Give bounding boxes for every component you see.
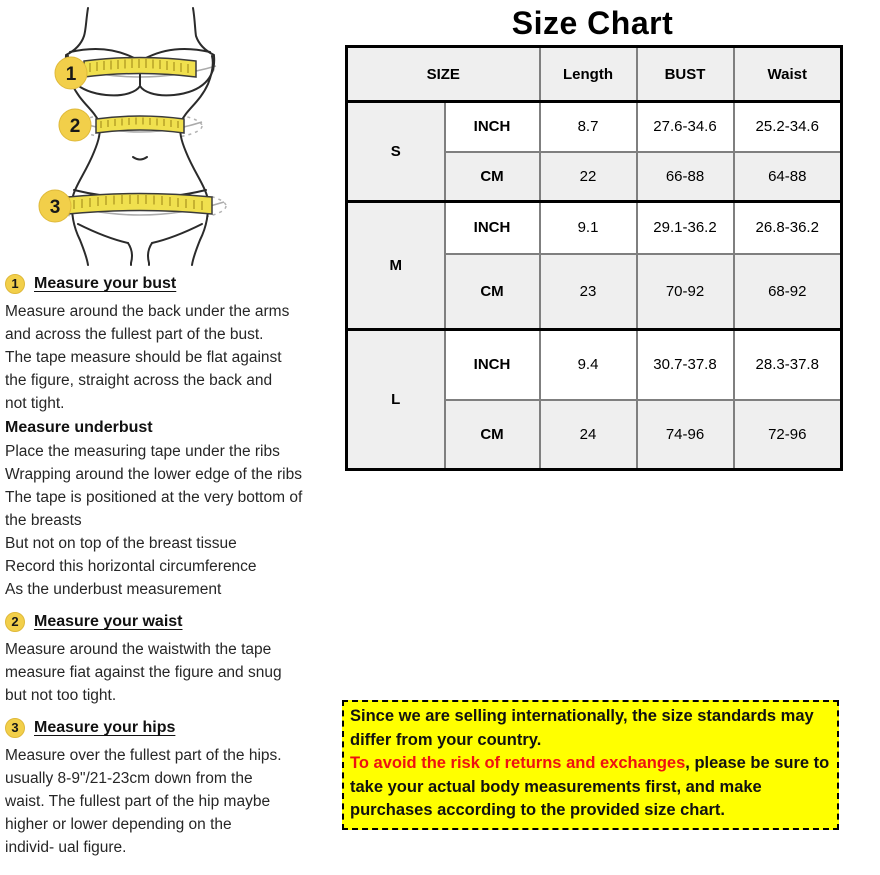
instruction-line: the breasts xyxy=(5,512,82,529)
section-title: Measure your waist xyxy=(34,613,183,630)
note-sentence-1: Since we are selling internationally, the size standards may differ from your country. xyxy=(350,707,814,749)
instruction-line: Measure around the back under the arms xyxy=(5,303,290,320)
section-heading-waist xyxy=(5,610,343,633)
hips-number-badge: 3 xyxy=(5,718,25,738)
instruction-line: The tape is positioned at the very bottom of xyxy=(5,489,303,506)
cell-bust: 74-96 xyxy=(637,400,734,470)
cell-bust: 27.6-34.6 xyxy=(637,102,734,152)
col-header-size: SIZE xyxy=(347,47,540,102)
cell-length: 24 xyxy=(540,400,637,470)
cell-waist: 28.3-37.8 xyxy=(734,330,842,400)
international-sizing-note xyxy=(342,700,839,830)
instruction-line: Measure over the fullest part of the hips. xyxy=(5,747,282,764)
page-title: Size Chart xyxy=(511,5,674,41)
waist-number-badge: 2 xyxy=(5,612,25,632)
cell-waist: 68-92 xyxy=(734,254,842,330)
measuring-instructions xyxy=(5,272,343,859)
cell-length: 8.7 xyxy=(540,102,637,152)
section-heading-bust xyxy=(5,272,343,295)
instruction-line: Place the measuring tape under the ribs xyxy=(5,443,280,460)
body-measurement-diagram xyxy=(0,0,300,268)
waist-badge-number: 2 xyxy=(69,116,81,137)
instruction-line: Wrapping around the lower edge of the ribs xyxy=(5,466,302,483)
instruction-line: individ- ual figure. xyxy=(5,839,127,856)
instruction-line: As the underbust measurement xyxy=(5,581,222,598)
section-heading-hips xyxy=(5,716,343,739)
instruction-line: measure fiat against the figure and snug xyxy=(5,664,282,681)
hips-badge-number: 3 xyxy=(49,197,61,218)
size-label-m: M xyxy=(347,202,445,330)
instruction-line: and across the fullest part of the bust. xyxy=(5,326,264,343)
unit-label: INCH xyxy=(445,330,540,400)
instruction-line: not tight. xyxy=(5,395,65,412)
size-chart-table xyxy=(345,45,843,471)
cell-length: 23 xyxy=(540,254,637,330)
cell-waist: 26.8-36.2 xyxy=(734,202,842,254)
cell-bust: 70-92 xyxy=(637,254,734,330)
cell-length: 22 xyxy=(540,152,637,202)
col-header-bust: BUST xyxy=(637,47,734,102)
cell-length: 9.4 xyxy=(540,330,637,400)
cell-bust: 66-88 xyxy=(637,152,734,202)
bust-badge-number: 1 xyxy=(65,64,77,85)
instruction-line: But not on top of the breast tissue xyxy=(5,535,237,552)
section-title: Measure your hips xyxy=(34,719,176,736)
cell-waist: 25.2-34.6 xyxy=(734,102,842,152)
bust-number-badge: 1 xyxy=(5,274,25,294)
note-black-text: , please be sure to take your actual body measurements first, and make purchases according to the provided size chart. xyxy=(350,754,830,819)
unit-label: INCH xyxy=(445,102,540,152)
unit-label: CM xyxy=(445,254,540,330)
section-heading-underbust: Measure underbust xyxy=(5,419,153,436)
bust-tape xyxy=(84,58,196,78)
cell-bust: 30.7-37.8 xyxy=(637,330,734,400)
instruction-line: but not too tight. xyxy=(5,687,117,704)
instruction-line: Measure around the waistwith the tape xyxy=(5,641,272,658)
instruction-line: The tape measure should be flat against xyxy=(5,349,282,366)
unit-label: CM xyxy=(445,400,540,470)
size-label-l: L xyxy=(347,330,445,470)
instruction-line: waist. The fullest part of the hip maybe xyxy=(5,793,271,810)
cell-waist: 64-88 xyxy=(734,152,842,202)
size-label-s: S xyxy=(347,102,445,202)
note-red-text: To avoid the risk of returns and exchanges xyxy=(350,754,686,772)
unit-label: CM xyxy=(445,152,540,202)
instruction-line: the figure, straight across the back and xyxy=(5,372,273,389)
note-sentence-2 xyxy=(350,752,832,823)
cell-bust: 29.1-36.2 xyxy=(637,202,734,254)
instruction-line: Record this horizontal circumference xyxy=(5,558,257,575)
cell-length: 9.1 xyxy=(540,202,637,254)
col-header-waist: Waist xyxy=(734,47,842,102)
cell-waist: 72-96 xyxy=(734,400,842,470)
col-header-length: Length xyxy=(540,47,637,102)
unit-label: INCH xyxy=(445,202,540,254)
section-title: Measure your bust xyxy=(34,275,177,292)
instruction-line: higher or lower depending on the xyxy=(5,816,232,833)
instruction-line: usually 8-9"/21-23cm down from the xyxy=(5,770,253,787)
